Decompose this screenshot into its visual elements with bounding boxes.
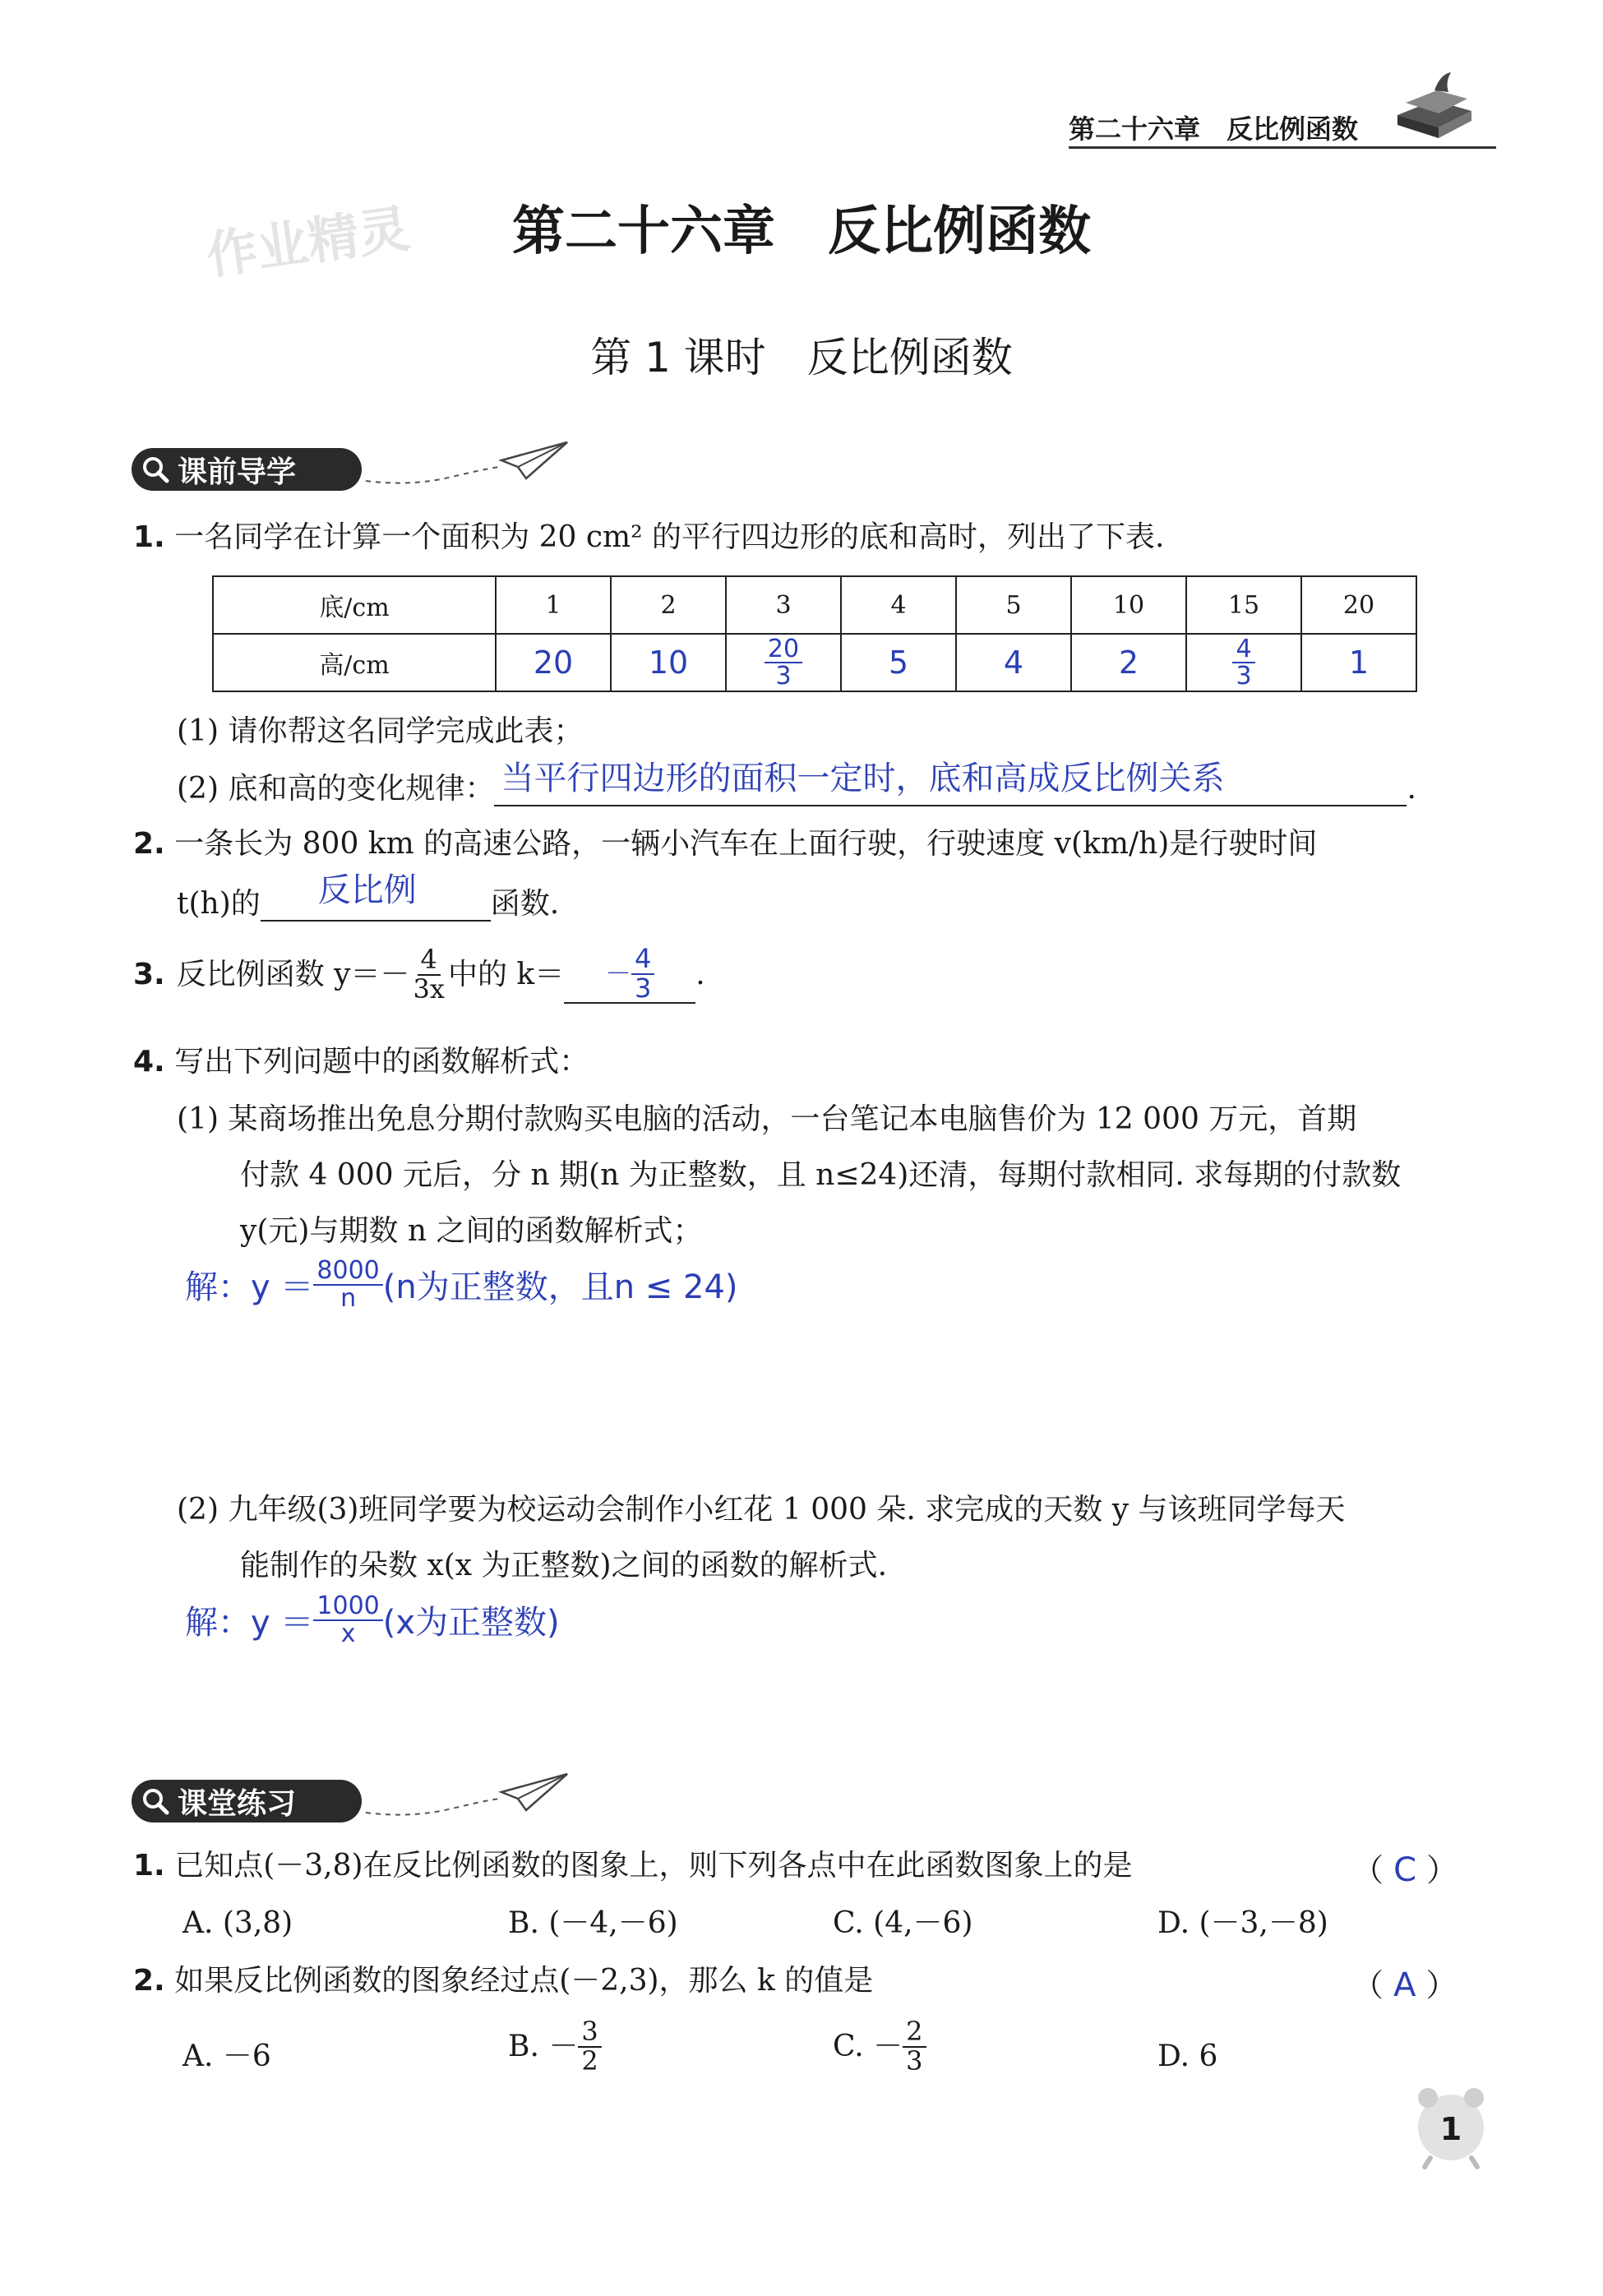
height-answer: 5 — [841, 634, 956, 691]
question-text: 已知点(－3,8)在反比例函数的图象上，则下列各点中在此函数图象上的是 — [174, 1849, 1133, 1883]
height-answer: 10 — [611, 634, 726, 691]
question-text: 写出下列问题中的函数解析式： — [174, 1045, 589, 1079]
question-number: 4. — [133, 1045, 165, 1079]
height-answer: 20 — [496, 634, 611, 691]
practice-question-2 — [133, 1963, 873, 1998]
books-icon — [1389, 66, 1480, 144]
q2-pre: t(h)的 — [177, 886, 261, 921]
option-b — [508, 2018, 602, 2075]
fraction-numerator: 4 — [418, 946, 441, 976]
fraction-numerator: 1000 — [313, 1593, 382, 1621]
fraction-denominator: n — [340, 1283, 357, 1313]
fraction-denominator: 3 — [906, 2044, 923, 2077]
option-b: B. (－4,－6) — [508, 1906, 678, 1940]
fraction-denominator: x — [340, 1619, 356, 1648]
base-cell: 5 — [956, 576, 1071, 634]
answer-bracket: （ A ） — [1352, 1966, 1457, 2004]
question-1 — [133, 520, 1165, 555]
question-text: 一条长为 800 km 的高速公路，一辆小汽车在上面行驶，行驶速度 v(km/h)是行驶时间 — [174, 827, 1318, 861]
sub2-answer: 当平行四边形的面积一定时，底和高成反比例关系 — [501, 760, 1225, 797]
q4-p1-line1: (1) 某商场推出免息分期付款购买电脑的活动，一台笔记本电脑售价为 12 000 万元，首期 — [177, 1102, 1357, 1136]
answer-prefix: 解：y ＝ — [185, 1268, 314, 1306]
fraction-numerator: 2 — [903, 2018, 926, 2048]
fraction-denominator: 3 — [1236, 662, 1252, 691]
q4-p2-line2: 能制作的朵数 x(x 为正整数)之间的函数的解析式. — [240, 1549, 888, 1582]
option-d: D. (－3,－8) — [1157, 1906, 1328, 1940]
height-answer: 1 — [1301, 634, 1416, 691]
fraction-denominator: 2 — [581, 2044, 598, 2077]
section-label: 课前导学 — [178, 455, 297, 489]
option-a: A. (3,8) — [182, 1906, 293, 1940]
base-cell: 10 — [1071, 576, 1186, 634]
question-number: 1. — [133, 1849, 165, 1883]
question-3 — [133, 945, 705, 1004]
lesson-title: 第 1 课时 反比例函数 — [590, 334, 1013, 381]
question-text: 如果反比例函数的图象经过点(－2,3)，那么 k 的值是 — [174, 1964, 874, 1998]
question-number: 1. — [133, 520, 165, 554]
base-cell: 1 — [496, 576, 611, 634]
base-cell: 20 — [1301, 576, 1416, 634]
option-d: D. 6 — [1157, 2040, 1218, 2073]
sub2-end: . — [1407, 771, 1416, 806]
section-practice — [132, 1780, 362, 1822]
height-answer: 4 — [956, 634, 1071, 691]
option-prefix: B. － — [508, 2030, 579, 2063]
option-prefix: C. － — [833, 2030, 903, 2063]
q3-answer — [564, 945, 695, 1004]
running-header: 第二十六章 反比例函数 — [1069, 113, 1359, 145]
chapter-title: 第二十六章 反比例函数 — [512, 201, 1091, 262]
q4-p1-answer — [185, 1258, 738, 1311]
base-cell: 4 — [841, 576, 956, 634]
fraction-numerator: 4 — [631, 945, 654, 975]
paper-plane-icon — [362, 436, 575, 493]
height-answer — [726, 634, 841, 691]
fraction-numerator: 4 — [1232, 636, 1254, 664]
q2-post: 函数. — [490, 886, 560, 921]
sub2-label: (2) 底和高的变化规律： — [177, 771, 495, 806]
answer-prefix: 解：y ＝ — [185, 1604, 314, 1642]
option-c — [833, 2018, 926, 2075]
q3-mid: 中的 k＝ — [447, 958, 565, 991]
practice-question-1 — [133, 1848, 1133, 1883]
data-table — [212, 575, 1417, 692]
question-text: 一名同学在计算一个面积为 20 cm² 的平行四边形的底和高时，列出了下表. — [174, 520, 1165, 554]
question-number: 3. — [133, 958, 165, 991]
q1-sub2 — [177, 760, 1416, 806]
section-label: 课堂练习 — [178, 1786, 297, 1821]
magnifier-icon — [141, 1787, 169, 1815]
question-number: 2. — [133, 827, 165, 861]
fraction-numerator: 8000 — [313, 1258, 382, 1286]
fraction-numerator: 20 — [765, 636, 802, 664]
choice-answer: A — [1393, 1966, 1416, 2004]
q4-p2-line1: (2) 九年级(3)班同学要为校运动会制作小红花 1 000 朵. 求完成的天数 y 与该班同学每天 — [177, 1493, 1346, 1527]
question-2 — [133, 826, 1317, 862]
question-4 — [133, 1044, 589, 1079]
question-number: 2. — [133, 1964, 165, 1998]
q1-sub1: (1) 请你帮这名同学完成此表； — [177, 714, 584, 748]
page-number: 1 — [1439, 2111, 1462, 2147]
fraction-numerator: 3 — [578, 2018, 601, 2048]
fraction-denominator: 3 — [635, 972, 652, 1004]
height-answer — [1186, 634, 1301, 691]
fraction-denominator: 3 — [775, 662, 792, 691]
height-answer: 2 — [1071, 634, 1186, 691]
choice-answer: C — [1393, 1851, 1417, 1889]
header-rule — [1069, 146, 1496, 149]
option-a: A. －6 — [182, 2040, 271, 2073]
q4-p1-line2: 付款 4 000 元后，分 n 期(n 为正整数，且 n≤24)还清，每期付款相同. 求每期的付款数 — [240, 1158, 1402, 1192]
q4-p1-line3: y(元)与期数 n 之间的函数解析式； — [240, 1214, 703, 1248]
fraction-denominator: 3x — [413, 972, 445, 1005]
paper-plane-icon — [362, 1767, 575, 1825]
answer-suffix: (n为正整数，且n ≤ 24) — [382, 1268, 738, 1306]
answer-sign: － — [605, 958, 632, 990]
option-c: C. (4,－6) — [833, 1906, 973, 1940]
q3-end: . — [695, 958, 705, 991]
q4-p2-answer — [185, 1593, 560, 1647]
magnifier-icon — [141, 455, 169, 483]
section-pre-study — [132, 448, 362, 491]
base-cell: 3 — [726, 576, 841, 634]
row-label: 底/cm — [213, 576, 496, 634]
answer-suffix: (x为正整数) — [382, 1604, 560, 1642]
question-2-line2 — [177, 871, 560, 922]
q3-pre: 反比例函数 y＝－ — [176, 958, 410, 991]
watermark: 作业精灵 — [202, 198, 413, 286]
table-row-base — [213, 576, 1416, 634]
row-label: 高/cm — [213, 634, 496, 691]
table-row-height — [213, 634, 1416, 691]
base-cell: 15 — [1186, 576, 1301, 634]
base-cell: 2 — [611, 576, 726, 634]
answer-bracket: （ C ） — [1352, 1851, 1458, 1889]
q2-answer: 反比例 — [317, 871, 417, 909]
